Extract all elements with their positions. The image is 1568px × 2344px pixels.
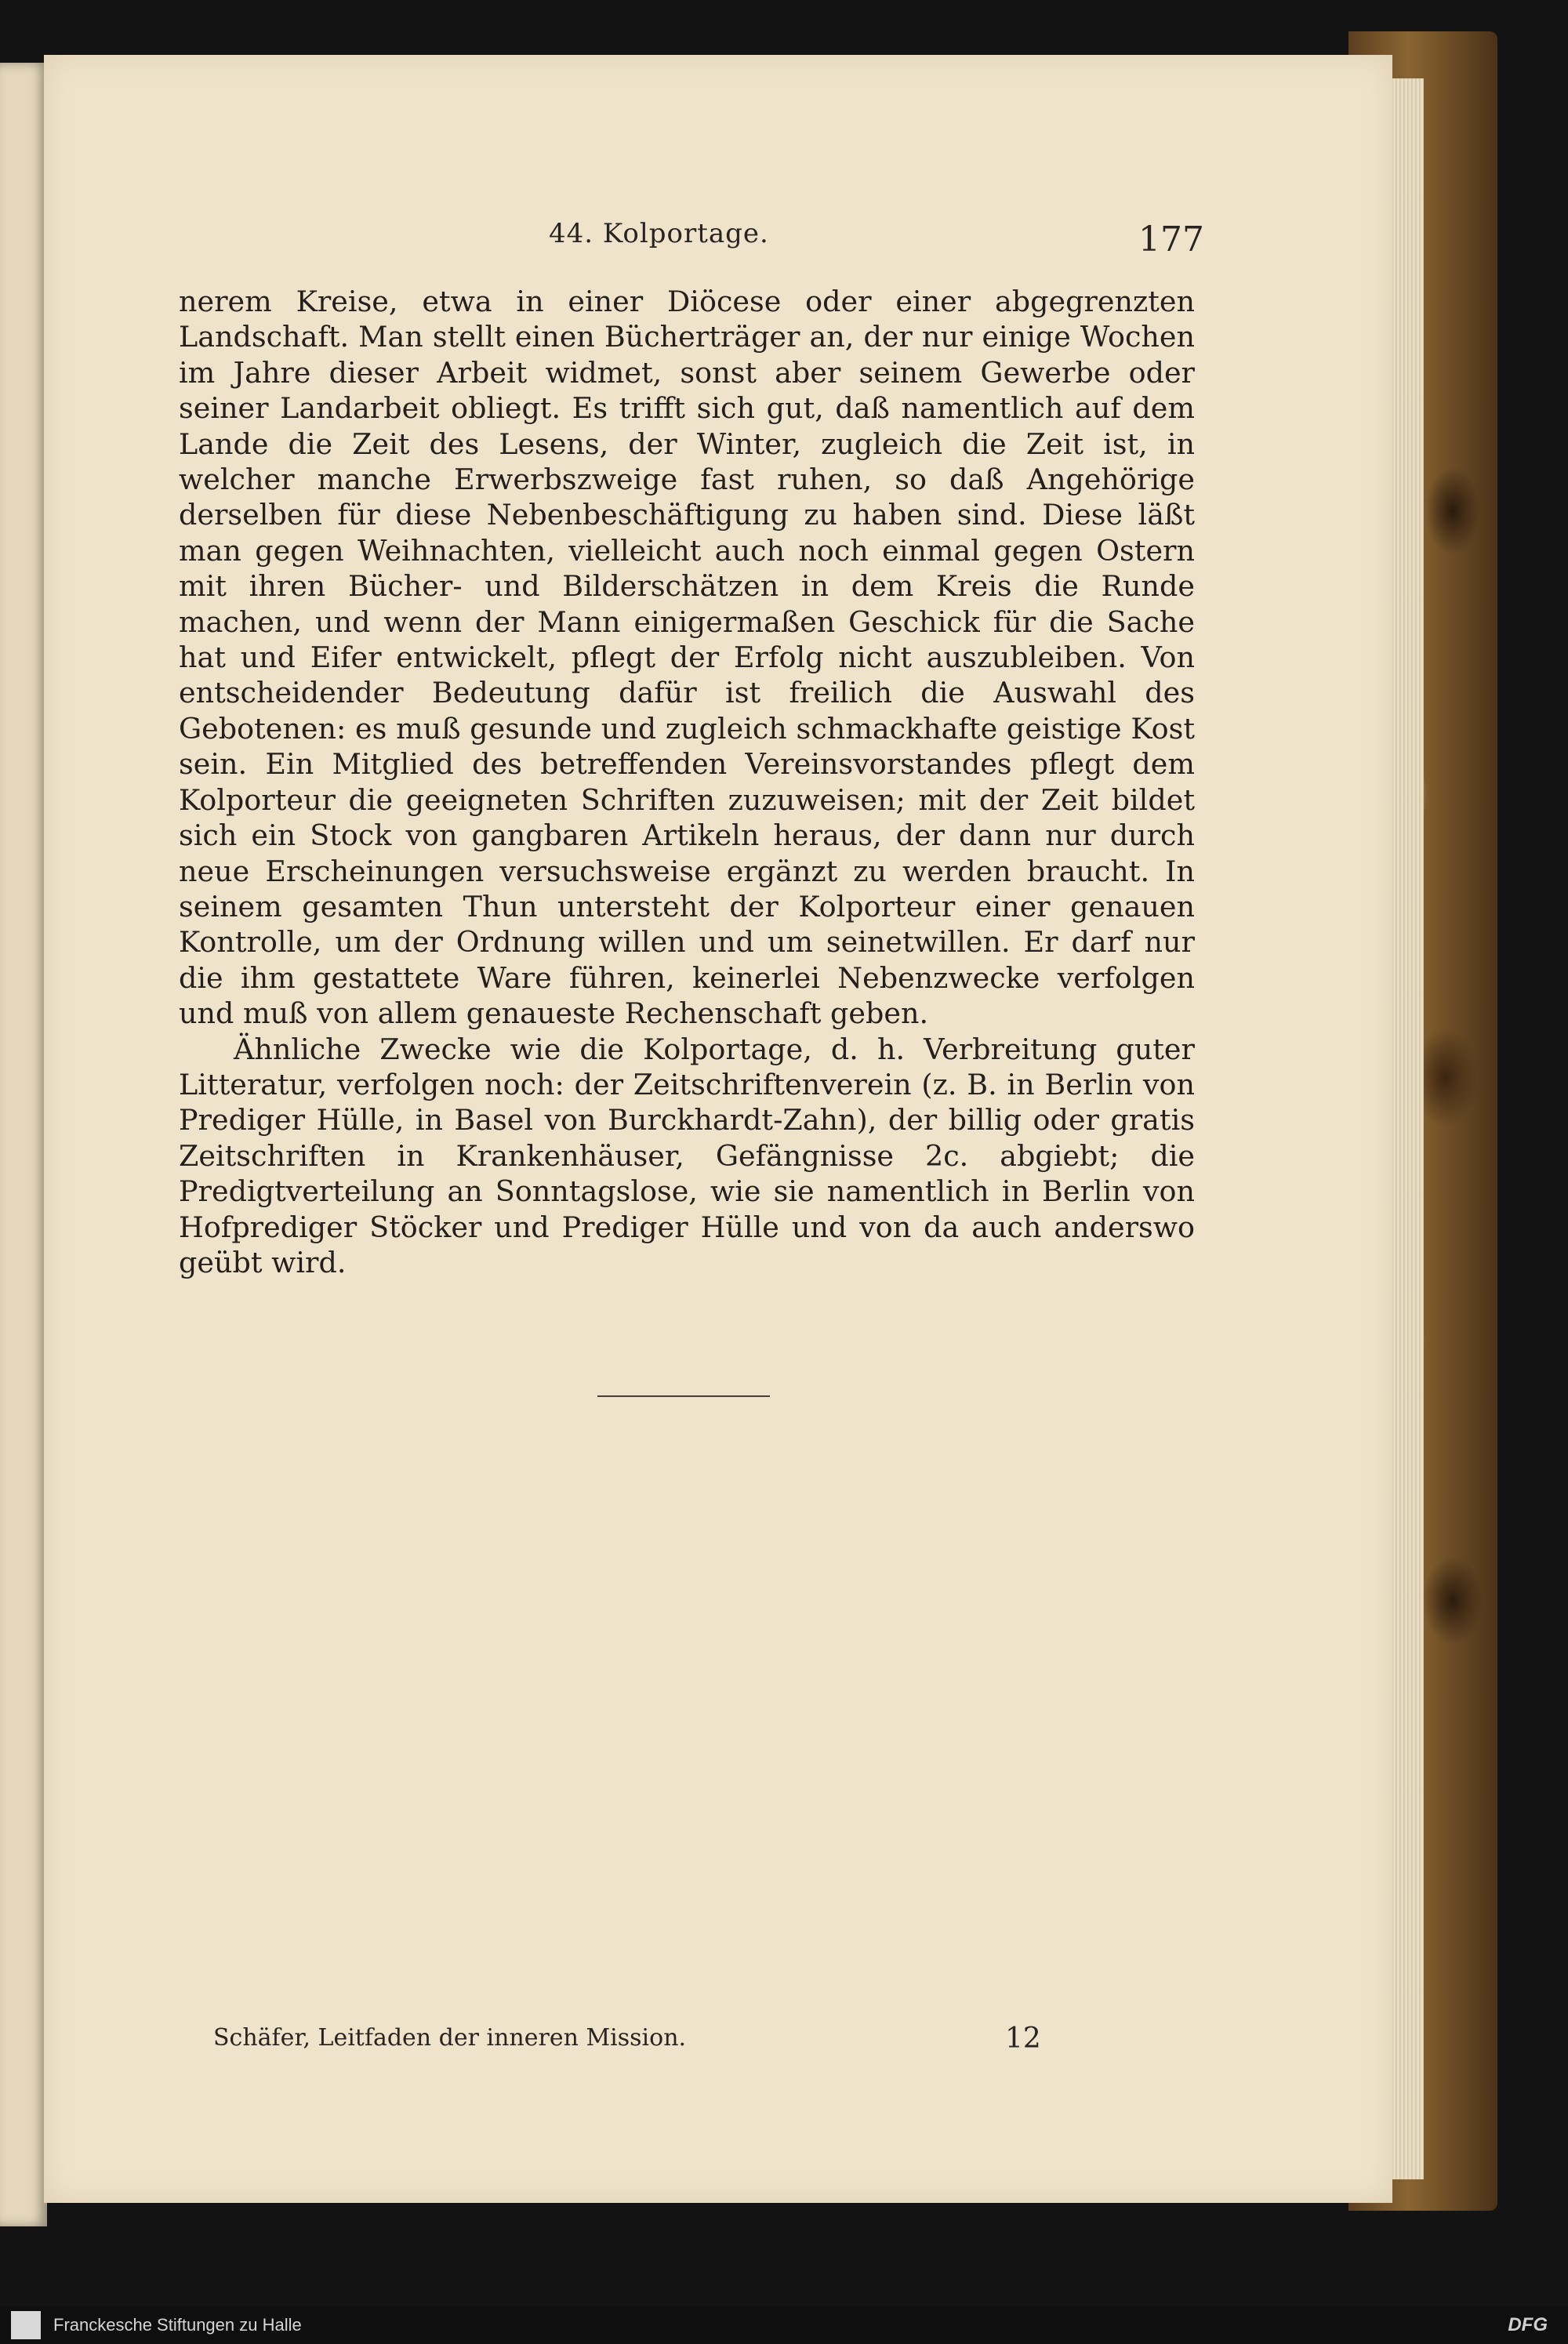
institution-logo-icon — [11, 2311, 41, 2339]
institution-credit — [11, 2311, 302, 2339]
section-divider — [597, 1395, 770, 1397]
viewer-footer-bar — [0, 2306, 1568, 2344]
paragraph: Ähnliche Zwecke wie die Kolportage, d. h. Verbreitung guter Litteratur, verfolgen noch: der Zeitschriftenverein (z. B. in Berlin von Prediger Hülle, in Basel von Burckhardt-Zahn), der billig oder gratis Zeitschriften in Krankenhäuser, Gefängnisse 2c. abgiebt; die Predigtverteilung an Sonntagslose, wie sie namentlich in Berlin von Hofprediger Stöcker und Prediger Hülle und von da auch anderswo geübt wird. — [179, 1032, 1195, 1279]
body-text — [179, 284, 1195, 1280]
institution-name: Franckesche Stiftungen zu Halle — [53, 2315, 302, 2335]
page-number: 177 — [1138, 220, 1204, 259]
page-block-edge — [1392, 78, 1424, 2179]
facing-page-edge — [0, 63, 47, 2226]
dfg-logo: DFG — [1508, 2314, 1548, 2335]
footer-author-line: Schäfer, Leitfaden der inneren Mission. — [213, 2024, 687, 2052]
running-head: 44. Kolportage. — [549, 218, 769, 249]
paragraph: nerem Kreise, etwa in einer Diöcese oder einer abgegrenzten Landschaft. Man stellt einen Bücherträger an, der nur einige Wochen im Jahre dieser Arbeit widmet, sonst aber seinem Gewerbe oder seiner Landarbeit obliegt. Es trifft sich gut, daß namentlich auf dem Lande die Zeit des Lesens, der Winter, zugleich die Zeit ist, in welcher manche Erwerbszweige fast ruhen, so daß Angehörige derselben für diese Nebenbeschäftigung zu haben sind. Diese läßt man gegen Weihnachten, vielleicht auch noch einmal gegen Ostern mit ihren Bücher- und Bilderschätzen in dem Kreis die Runde machen, und wenn der Mann einigermaßen Geschick für die Sache hat und Eifer entwickelt, pflegt der Erfolg nicht auszubleiben. Von entscheidender Bedeutung dafür ist freilich die Auswahl des Gebotenen: es muß gesunde und zugleich schmackhafte geistige Kost sein. Ein Mitglied des betreffenden Vereinsvorstandes pflegt dem Kolporteur die geeigneten Schriften zuzuweisen; mit der Zeit bildet sich ein Stock von gangbaren Artikeln heraus, der dann nur durch neue Erscheinungen versuchsweise ergänzt zu werden braucht. In seinem gesamten Thun untersteht der Kolporteur einer genauen Kontrolle, um der Ordnung willen und um seinetwillen. Er darf nur die ihm gestattete Ware führen, keinerlei Nebenzwecke verfolgen und muß von allem genaueste Rechenschaft geben. — [179, 285, 1195, 1031]
signature-mark: 12 — [1005, 2023, 1041, 2055]
